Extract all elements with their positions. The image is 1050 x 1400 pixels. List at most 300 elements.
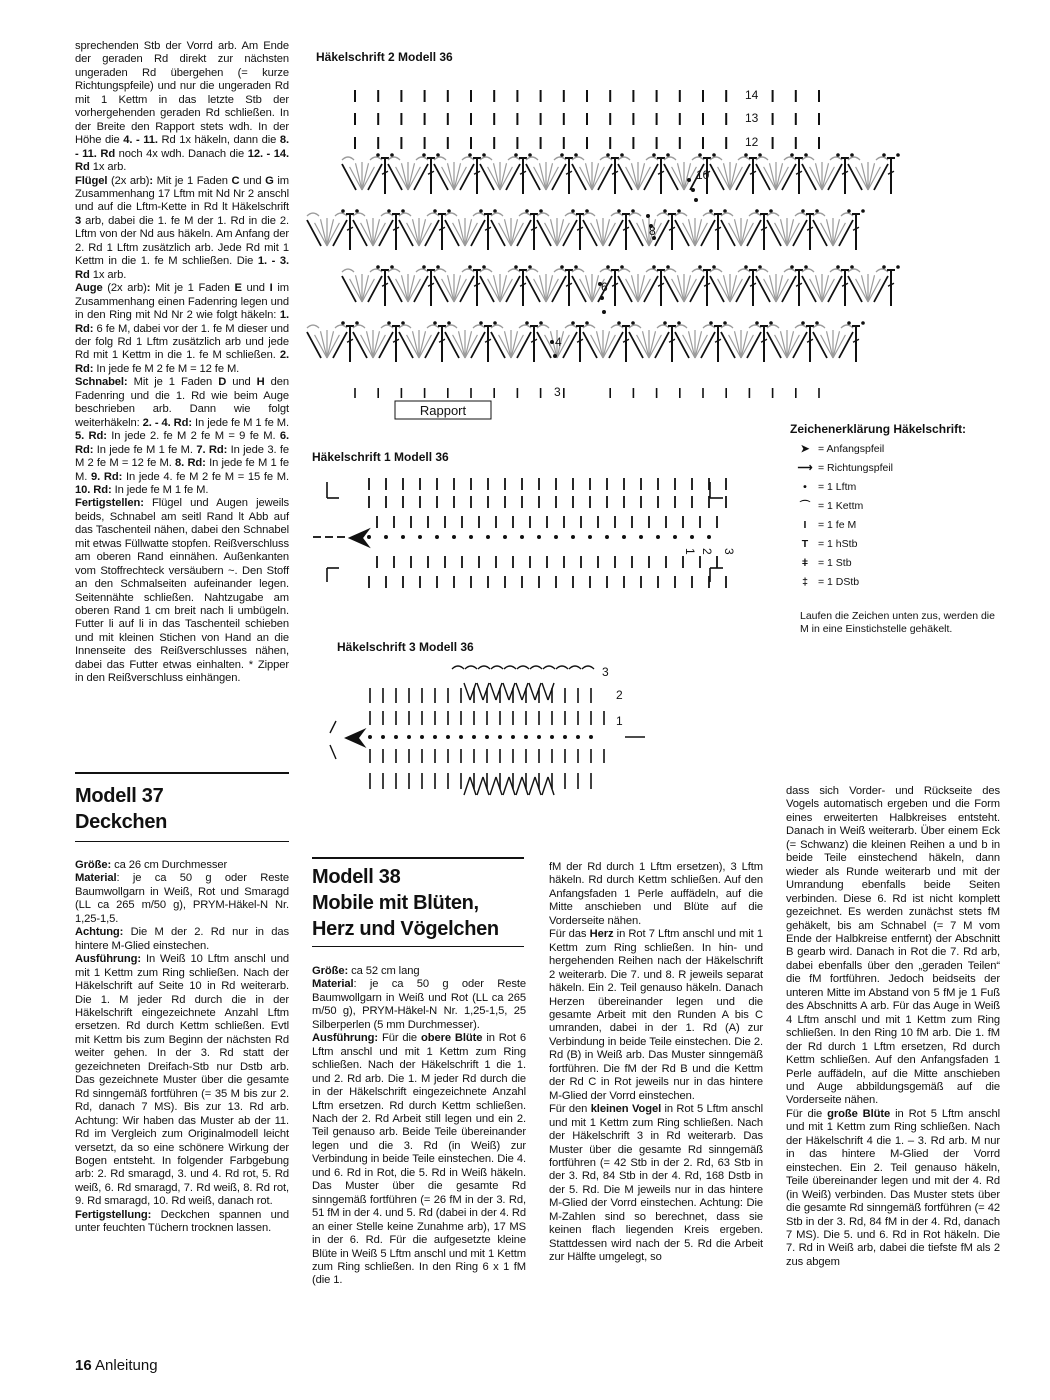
stitch-mark <box>470 683 476 700</box>
stitch-mark <box>868 163 875 190</box>
stitch-mark <box>419 223 431 246</box>
slip-stitch-arc <box>335 213 347 216</box>
stitch-mark <box>483 683 489 700</box>
legend-item <box>792 497 863 515</box>
stitch-mark <box>362 163 369 190</box>
stitch-mark <box>664 276 678 302</box>
stitch-mark <box>787 331 794 358</box>
stitch-mark <box>848 164 862 190</box>
chain-dot <box>673 535 677 539</box>
stitch-mark <box>330 721 336 733</box>
col1_top-paragraph: sprechenden Stb der Vorrd arb. Am Ende der geraden Rd direkt zur nächsten ungeraden Rd übergehen (= kurze Richtungspfeile) und nur die ungeraden Rd mit 1 Kettm in das letzte Stb der vorhergehenden geraden Rd schließen. In der Breite den Rapport stets wdh. In der Höhe die 4. - 11. Rd 1x häkeln, dann die 8. - 11. Rd noch 4x wdh. Danach die 12. - 14. Rd 1x arb. <box>75 40 289 174</box>
slip-stitch-arc <box>381 213 393 216</box>
slip-stitch-arc <box>692 269 704 272</box>
slip-stitch-arc <box>629 325 641 328</box>
slip-stitch-arc <box>491 213 503 216</box>
slip-stitch-arc <box>565 213 577 216</box>
stitch-mark <box>626 167 638 190</box>
stitch-mark <box>350 167 362 190</box>
stitch-mark <box>373 331 380 358</box>
stitch-mark <box>522 683 528 700</box>
stitch-mark <box>775 223 787 246</box>
slip-stitch-arc <box>465 666 477 669</box>
stitch-mark <box>546 275 553 302</box>
direction-arrow-icon: ⟶ <box>797 462 813 474</box>
legend-item <box>792 516 856 534</box>
stitch-mark <box>710 276 724 302</box>
slip-stitch-arc <box>876 157 888 160</box>
stitch-mark <box>493 275 500 302</box>
stitch-mark <box>537 220 551 246</box>
chain-dot <box>482 265 486 269</box>
chain-dot <box>468 265 472 269</box>
stitch-mark <box>511 331 518 358</box>
stitch-mark <box>464 683 470 700</box>
stitch-mark <box>701 220 715 246</box>
stitch-mark <box>780 331 787 358</box>
stitch-mark <box>580 167 592 190</box>
stitch-mark <box>580 279 592 302</box>
stitch-mark <box>315 335 327 358</box>
d1-row-label-1: 1 <box>683 548 697 555</box>
stitch-mark <box>399 220 413 246</box>
chain-dot <box>847 209 851 213</box>
stitch-mark <box>718 167 730 190</box>
chain-dot <box>511 735 515 739</box>
stitch-mark <box>677 275 684 302</box>
stitch-mark <box>458 219 465 246</box>
col1_bottom-paragraph: Material: je ca 50 g oder Reste Baumwollgarn in Weiß, Rot und Smaragd (LL ca 265 m/50 g), PRYM-Häkel-N Nr. 1,25-1,5. <box>75 872 289 925</box>
chain-dot <box>571 321 575 325</box>
stitch-mark <box>454 167 466 190</box>
stitch-mark <box>546 167 558 190</box>
stitch-mark <box>695 219 702 246</box>
stitch-mark <box>373 223 385 246</box>
slip-stitch-arc <box>721 213 733 216</box>
stitch-mark <box>767 220 781 246</box>
stitch-mark <box>504 219 511 246</box>
stitch-mark <box>769 163 776 190</box>
legend-note: Laufen die Zeichen unten zus, werden die M in eine Einstichstelle gehäkelt. <box>800 610 995 635</box>
stitch-mark <box>388 276 402 302</box>
chain-dot <box>376 153 380 157</box>
chain-dot <box>493 209 497 213</box>
stitch-mark <box>480 276 494 302</box>
stitch-mark <box>734 331 741 358</box>
chain-dot <box>550 340 554 344</box>
chain-dot <box>539 321 543 325</box>
single-crochet-icon: I <box>803 519 807 531</box>
stitch-mark <box>729 223 741 246</box>
slip-stitch-arc <box>618 269 630 272</box>
legend-label: = 1 Stb <box>818 557 852 569</box>
slip-stitch-arc <box>462 269 474 272</box>
stitch-mark <box>542 777 548 795</box>
legend-item <box>792 459 893 477</box>
slip-stitch-arc <box>519 213 531 216</box>
stitch-mark <box>776 167 788 190</box>
stitch-mark <box>683 223 695 246</box>
chain-dot <box>447 321 451 325</box>
stitch-mark <box>723 163 730 190</box>
stitch-mark <box>677 163 684 190</box>
slip-stitch-arc <box>710 157 722 160</box>
stitch-mark <box>454 163 461 190</box>
stitch-mark <box>355 275 362 302</box>
stitch-mark <box>802 276 816 302</box>
stitch-mark <box>465 331 472 358</box>
stitch-mark <box>833 331 840 358</box>
stitch-mark <box>603 335 615 358</box>
stitch-mark <box>856 279 868 302</box>
chain-dot <box>850 153 854 157</box>
stitch-mark <box>412 331 419 358</box>
d3-row-label-2: 2 <box>616 688 623 702</box>
stitch-mark <box>609 220 623 246</box>
slip-stitch-arc <box>526 157 538 160</box>
stitch-mark <box>368 164 382 190</box>
stitch-mark <box>460 164 474 190</box>
stitch-mark <box>747 332 761 358</box>
slip-stitch-arc <box>399 325 411 328</box>
chain-dot <box>804 265 808 269</box>
chain-dot <box>861 321 865 325</box>
crochet-diagram-3 <box>320 655 660 815</box>
slip-stitch-arc <box>473 213 485 216</box>
stitch-mark <box>517 220 531 246</box>
slip-stitch-arc <box>657 213 669 216</box>
chain-dot <box>804 153 808 157</box>
slip-stitch-arc <box>445 325 457 328</box>
chain-dot <box>401 535 405 539</box>
stitch-mark <box>353 220 367 246</box>
stitch-mark <box>545 223 557 246</box>
chain-dot <box>698 153 702 157</box>
stitch-mark <box>407 223 419 246</box>
footer-section: Anleitung <box>95 1357 158 1374</box>
col1_bottom-paragraph: Größe: ca 26 cm Durchmesser <box>75 859 228 871</box>
start-arrow-icon <box>346 730 364 746</box>
chain-dot <box>498 735 502 739</box>
stitch-mark <box>675 220 689 246</box>
stitch-mark <box>552 164 566 190</box>
stitch-mark <box>511 219 518 246</box>
stitch-mark <box>603 219 610 246</box>
col4-text <box>786 785 1000 1269</box>
stitch-mark <box>434 276 448 302</box>
stitch-mark <box>408 275 415 302</box>
chain-dot <box>514 265 518 269</box>
stitch-mark <box>736 276 750 302</box>
col1_bottom-paragraph: Achtung: Die M der 2. Rd nur in das hintere M-Glied einstechen. <box>75 926 289 952</box>
stitch-mark <box>535 683 541 700</box>
slip-stitch-arc <box>427 213 439 216</box>
stitch-mark <box>342 164 356 190</box>
stitch-mark <box>776 163 783 190</box>
slip-stitch-arc <box>480 269 492 272</box>
stitch-mark <box>810 279 822 302</box>
chain-dot <box>341 321 345 325</box>
stitch-mark <box>769 275 776 302</box>
slip-stitch-arc <box>353 213 365 216</box>
col3-text <box>549 861 763 1265</box>
stitch-mark <box>493 163 500 190</box>
col1_bottom-paragraph: Ausführung: In Weiß 10 Lftm anschl und mit 1 Kettm zum Ring schließen. Nach der Häkelschrift auf Seite 10 in Rd weiterarb. Die 1. M jeder Rd durch die in der Häkelschrift eingezeichnete Anzahl Lftm ersetzen. Rd durch Kettm schließen. Evtl mit Kettm bis zum Beginn der nächsten Rd weiter gehen. In der 3. Rd statt der gezeichneten Dreifach-Stb nur Dstb arb. Das gezeichnete Muster über die gesamte Rd sinngemäß fortführen (= 35 M bis zur 2. Rd, danach 7 MS). Bis zur 13. Rd arb. Achtung: Wir haben das Muster ab der 11. Rd im Vergleich zum Originalmodell leicht versetzt, da so eine schönere Wirkung der Bogen entsteht. In folgender Farbgebung arb: 2. Rd smaragd, 3. und 4. Rd rot, 5. Rd weiß, 6. Rd smaragd, 7. Rd weiß, 8. Rd rot, 9. Rd smaragd, 10. Rd weiß, danach rot. <box>75 953 289 1208</box>
stitch-mark <box>401 163 408 190</box>
chain-dot <box>384 535 388 539</box>
chain-dot <box>620 265 624 269</box>
stitch-mark <box>868 275 875 302</box>
stitch-mark <box>483 777 489 795</box>
slip-stitch-arc <box>830 269 842 272</box>
stitch-mark <box>366 331 373 358</box>
chain-dot <box>446 735 450 739</box>
stitch-mark <box>572 276 586 302</box>
chain-dot <box>355 209 359 213</box>
stitch-mark <box>362 275 369 302</box>
row-label-6: 6 <box>601 280 608 294</box>
stitch-mark <box>821 223 833 246</box>
chain-dot <box>563 735 567 739</box>
chain-dot <box>472 735 476 739</box>
slip-stitch-arc <box>517 666 529 669</box>
slip-stitch-arc <box>342 269 354 272</box>
slip-stitch-arc <box>554 157 566 160</box>
chain-dot <box>503 535 507 539</box>
stitch-mark <box>787 335 799 358</box>
stitch-mark <box>756 164 770 190</box>
stitch-mark <box>631 275 638 302</box>
row-label-12: 12 <box>745 135 759 149</box>
stitch-mark <box>488 279 500 302</box>
stitch-mark <box>454 275 461 302</box>
slip-stitch-arc <box>795 213 807 216</box>
stitch-mark <box>425 220 439 246</box>
slip-stitch-arc <box>657 325 669 328</box>
stitch-mark <box>642 331 649 358</box>
stitch-mark <box>767 332 781 358</box>
slip-stitch-arc <box>600 269 612 272</box>
chain-dot <box>550 735 554 739</box>
stitch-mark <box>638 275 645 302</box>
chain-dot <box>341 209 345 213</box>
slip-stitch-arc <box>370 269 382 272</box>
chain-dot <box>652 153 656 157</box>
stitch-mark <box>868 279 880 302</box>
stitch-mark <box>629 220 643 246</box>
chain-dot <box>486 535 490 539</box>
diagram3-title: Häkelschrift 3 Modell 36 <box>337 640 474 654</box>
stitch-mark <box>539 163 546 190</box>
legend-label: = Richtungspfeil <box>818 462 894 474</box>
stitch-mark <box>868 167 880 190</box>
stitch-mark <box>592 275 599 302</box>
chain-dot <box>355 321 359 325</box>
slip-stitch-arc <box>703 325 715 328</box>
stitch-mark <box>516 683 522 700</box>
stitch-mark <box>822 275 829 302</box>
chain-dot <box>387 209 391 213</box>
chain-dot <box>436 153 440 157</box>
chain-dot <box>401 209 405 213</box>
stitch-mark <box>499 223 511 246</box>
stitch-mark <box>445 220 459 246</box>
slip-stitch-arc <box>434 269 446 272</box>
stitch-mark <box>490 683 496 700</box>
chain-dot <box>479 321 483 325</box>
stitch-mark <box>583 332 597 358</box>
chain-dot <box>790 153 794 157</box>
chain-dot <box>758 153 762 157</box>
slip-stitch-arc <box>802 269 814 272</box>
stitch-mark <box>828 164 842 190</box>
slip-stitch-arc <box>841 325 853 328</box>
slip-stitch-arc <box>710 269 722 272</box>
stitch-mark <box>644 164 658 190</box>
stitch-mark <box>649 335 661 358</box>
start-arrow-icon <box>350 530 368 546</box>
row-label-14: 14 <box>745 88 759 102</box>
stitch-mark <box>425 332 439 358</box>
stitch-mark <box>861 163 868 190</box>
stitch-mark <box>664 164 678 190</box>
slip-stitch-arc <box>530 666 542 669</box>
slip-stitch-arc <box>583 325 595 328</box>
slip-stitch-arc <box>795 325 807 328</box>
stitch-mark <box>756 276 770 302</box>
stitch-mark <box>362 279 374 302</box>
slip-stitch-arc <box>611 213 623 216</box>
stitch-mark <box>690 276 704 302</box>
stitch-mark <box>874 276 888 302</box>
slip-stitch-arc <box>664 157 676 160</box>
stitch-mark <box>631 163 638 190</box>
chain-dot <box>459 735 463 739</box>
stitch-mark <box>330 745 336 759</box>
slip-stitch-arc <box>784 269 796 272</box>
rapport-label: Rapport <box>419 403 467 418</box>
stitch-mark <box>419 331 426 358</box>
stitch-mark <box>548 777 554 795</box>
col1-top-text <box>75 40 289 686</box>
stitch-mark <box>826 219 833 246</box>
stitch-mark <box>626 279 638 302</box>
stitch-mark <box>776 279 788 302</box>
col2-text <box>312 965 526 1288</box>
stitch-mark <box>822 167 834 190</box>
stitch-mark <box>637 335 649 358</box>
stitch-mark <box>414 164 428 190</box>
slip-stitch-arc <box>848 269 860 272</box>
chain-dot <box>602 310 606 314</box>
slip-stitch-arc <box>381 325 393 328</box>
col1_top-paragraph: Schnabel: Mit je 1 Faden D und H den Fadenring und die 1. Rd wie beim Auge beschrieben arb. Dann wie folgt weiterhäkeln: 2. - 4. Rd: In jede fe M 1 fe M. 5. Rd: In jede 2. fe M 2 fe M = 9 fe M. 6. Rd: In jede fe M 1 fe M. 7. Rd: In jede 3. fe M 2 fe M = 12 fe M. 8. Rd: In jede fe M 1 fe M. 9. Rd: In jede 4. fe M 2 fe M = 15 fe M. 10. Rd: In jede fe M 1 fe M. <box>75 376 290 496</box>
row-label-10: 10 <box>696 168 710 182</box>
chain-dot <box>537 535 541 539</box>
chain-dot <box>631 321 635 325</box>
stitch-mark <box>434 164 448 190</box>
stitch-mark <box>598 164 612 190</box>
stitch-mark <box>688 219 695 246</box>
stitch-mark <box>596 331 603 358</box>
stitch-mark <box>471 220 485 246</box>
slip-stitch-arc <box>738 157 750 160</box>
chain-dot <box>656 535 660 539</box>
chain-dot <box>687 178 691 182</box>
stitch-mark <box>477 777 483 795</box>
stitch-mark <box>618 276 632 302</box>
stitch-mark <box>684 279 696 302</box>
stitch-mark <box>721 220 735 246</box>
stitch-mark <box>609 332 623 358</box>
slip-stitch-arc <box>508 269 520 272</box>
chain-dot <box>574 153 578 157</box>
stitch-mark <box>350 279 362 302</box>
chain-dot <box>677 321 681 325</box>
chain-dot <box>663 209 667 213</box>
stitch-mark <box>539 275 546 302</box>
stitch-mark <box>355 163 362 190</box>
slip-stitch-icon: ⌒ <box>799 500 811 512</box>
row-label-8: 8 <box>649 224 656 238</box>
col1_bottom-paragraph: Fertigstellung: Deckchen spannen und unter feuchten Tüchern trocknen lassen. <box>75 1208 289 1235</box>
chain-dot <box>381 735 385 739</box>
slip-stitch-arc <box>848 157 860 160</box>
stitch-mark <box>649 331 656 358</box>
stitch-mark <box>458 331 465 358</box>
slip-stitch-arc <box>504 666 516 669</box>
legend-item <box>792 440 884 458</box>
stitch-mark <box>572 164 586 190</box>
slip-stitch-arc <box>335 325 347 328</box>
stitch-mark <box>828 276 842 302</box>
stitch-mark <box>529 683 535 700</box>
chain-dot <box>418 535 422 539</box>
stitch-mark <box>596 219 603 246</box>
stitch-mark <box>517 332 531 358</box>
slip-stitch-arc <box>478 666 490 669</box>
slip-stitch-arc <box>565 325 577 328</box>
col1-bottom-text <box>75 859 289 1236</box>
chain-dot <box>524 735 528 739</box>
chain-dot <box>600 296 604 300</box>
stitch-mark <box>534 167 546 190</box>
stitch-mark <box>583 220 597 246</box>
stitch-mark <box>373 219 380 246</box>
col4-paragraph: dass sich Vorder- und Rückseite des Vogels automatisch ergeben und die Form eines erweiterten Halbkreises entsteht. Danach in Weiß weiterarb. Über einem Eck (= Schwanz) die kleinen Reihen a und b in beide Teile einstechend häkeln, dann wieder als Runde weiterarb und mit der Umrandung ebenfalls beide Seiten verbinden. Diese 6. Rd ist nicht komplett gezeichnet. Es werden zunächst stets fM gehäkelt, bis am Schnabel (= 7 M vom Ende der Halbkreise entfernt) der Abschnitt B gearb wird. Danach in Rot die 7. Rd arb, dabei ebenfalls über den „geraden Teilen“ die fM fortführen. Jedoch beidseits der unteren Mitte im Abstand von 5 fM je 1 Fuß des Abschnitts A arb. Für das Auge in Weiß 4 Lftm anschl und mit 1 Kettm zum Ring schließen. In den Ring 10 fM arb. Die 1. fM der Rd durch 1 Lftm ersetzen, Rd durch Kettm schließen. Auf den Anfangsfaden 1 Perle auffädeln, auf die Mitte anschieben und Auge abbildungsgemäß auf die Vorderseite nähen. <box>786 785 1000 1107</box>
stitch-mark <box>655 220 669 246</box>
legend-item <box>792 573 859 591</box>
chain-dot <box>617 209 621 213</box>
stitch-mark <box>548 683 554 700</box>
stitch-mark <box>839 332 853 358</box>
stitch-mark <box>327 223 339 246</box>
stitch-mark <box>503 777 509 795</box>
stitch-mark <box>465 219 472 246</box>
stitch-mark <box>815 275 822 302</box>
slip-stitch-arc <box>830 157 842 160</box>
d3-row-label-3: 3 <box>602 665 609 679</box>
stitch-mark <box>718 279 730 302</box>
stitch-mark <box>442 279 454 302</box>
stitch-mark <box>327 331 334 358</box>
stitch-mark <box>373 335 385 358</box>
stitch-mark <box>453 335 465 358</box>
slip-stitch-arc <box>618 157 630 160</box>
col3-paragraph: fM der Rd durch 1 Lftm ersetzen), 3 Lftm häkeln. Rd durch Kettm schließen. Auf den Anfangsfaden 1 Perle auffädeln, auf die Mitte anschieben und Blüte auf die Vorderseite nähen. <box>549 861 763 927</box>
modell38-heading <box>312 864 524 942</box>
slip-stitch-arc <box>646 269 658 272</box>
